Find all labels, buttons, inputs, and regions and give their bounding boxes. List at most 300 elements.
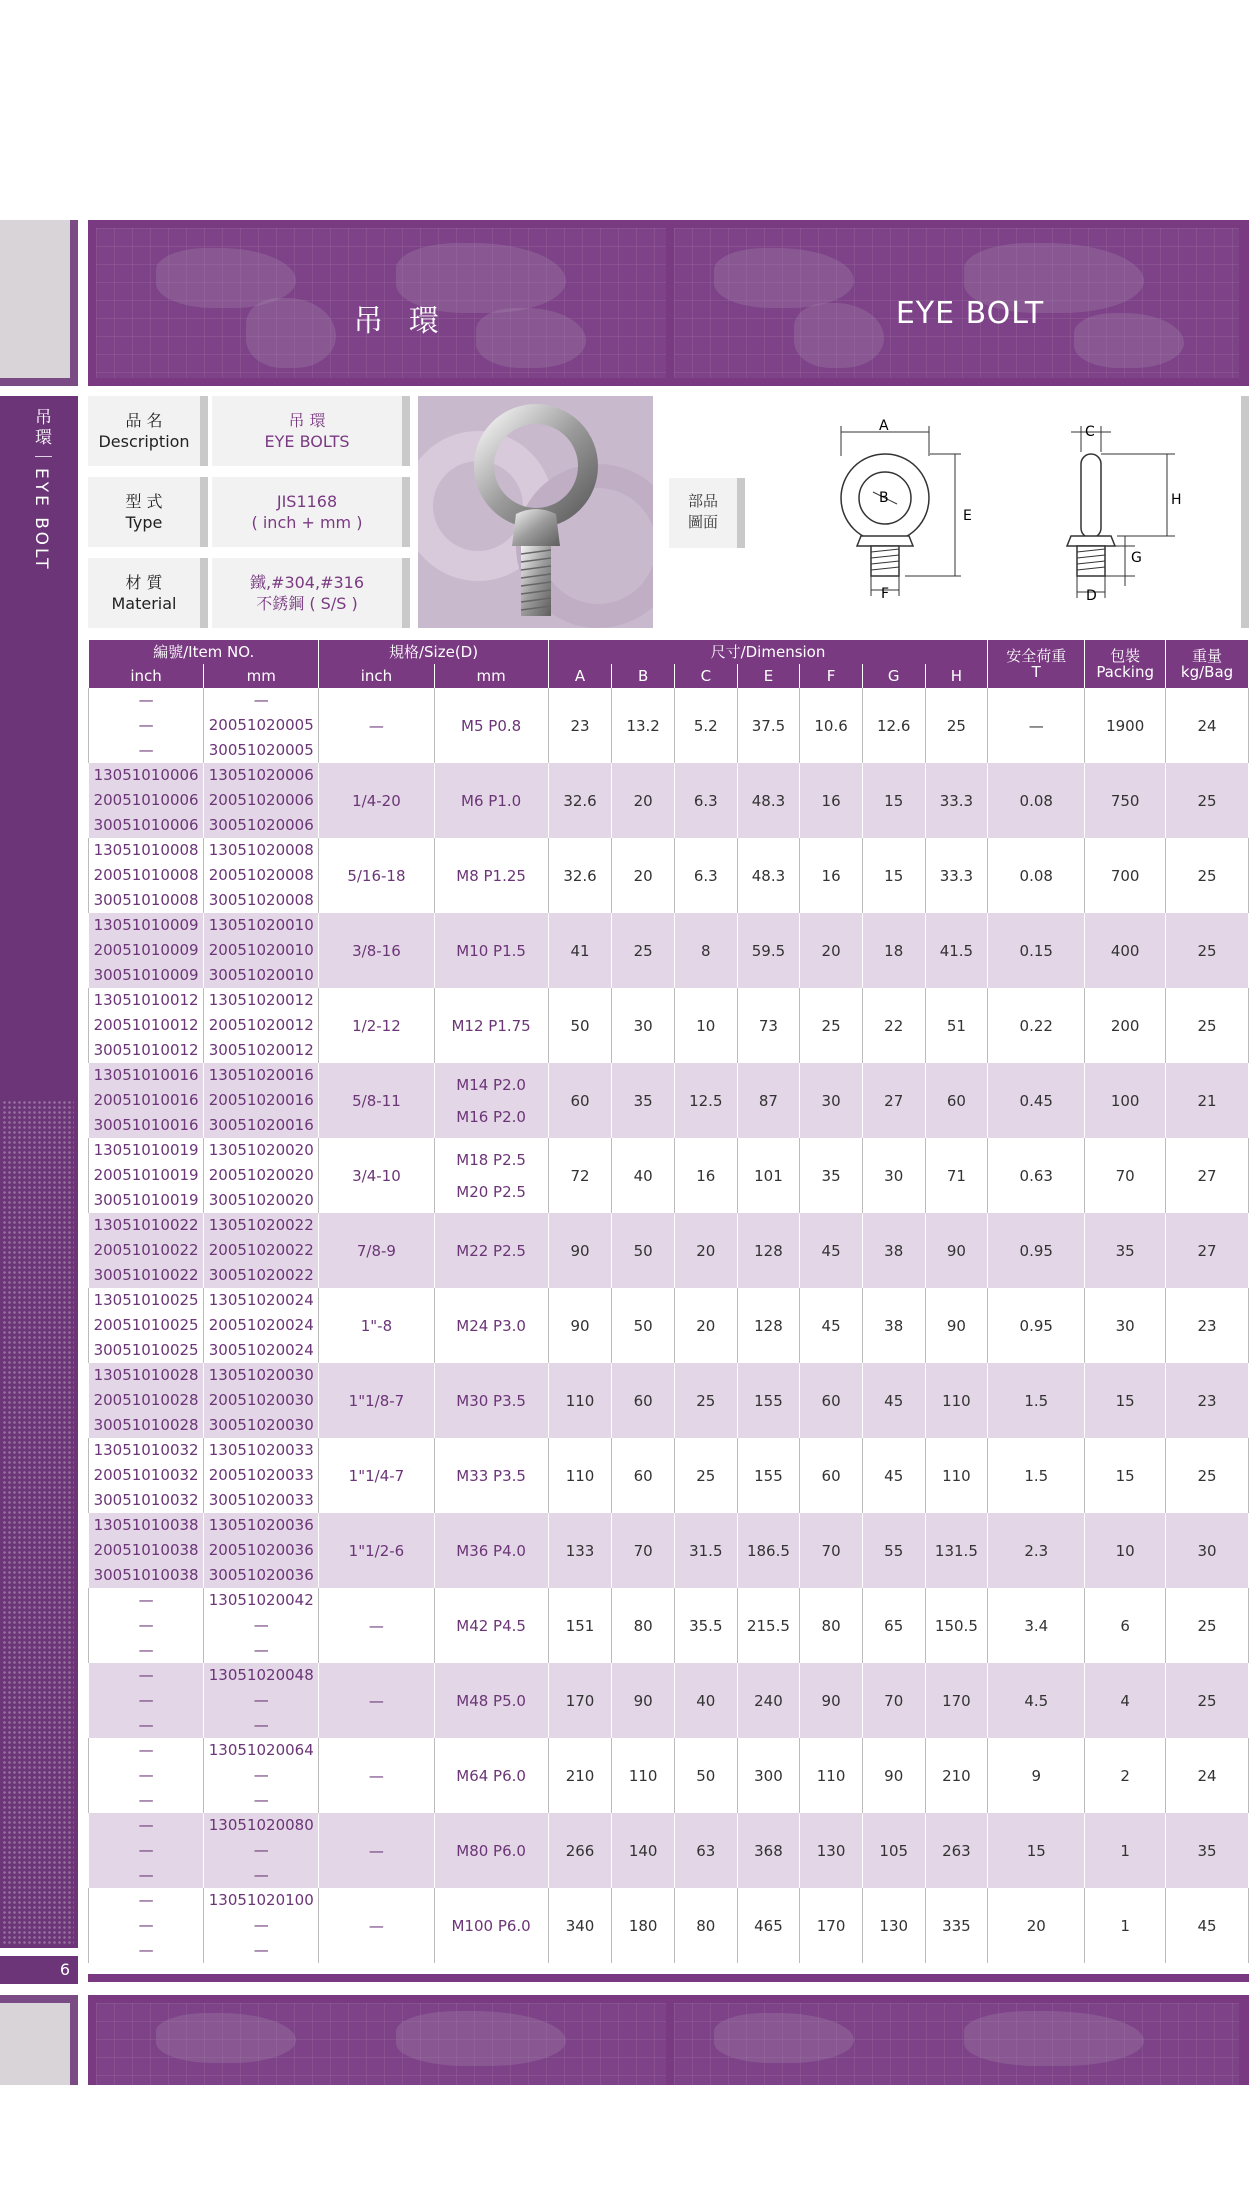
cell-g: 70 [862, 1663, 925, 1738]
cell-g: 105 [862, 1813, 925, 1888]
cell-size-inch: 7/8-9 [319, 1213, 434, 1288]
item-code: 20051010038 [93, 1541, 199, 1559]
cell-packing: 1 [1085, 1888, 1166, 1963]
cell-packing: 1 [1085, 1813, 1166, 1888]
cell-size-inch: 1/2-12 [319, 988, 434, 1063]
cell-item-mm [204, 1513, 319, 1588]
cell-h: 71 [925, 1138, 988, 1213]
cell-item-mm [204, 838, 319, 913]
cell-f: 70 [800, 1513, 863, 1588]
item-code: 20051020012 [208, 1016, 314, 1034]
item-code: 30051020016 [208, 1116, 314, 1134]
cell-e: 155 [737, 1363, 800, 1438]
item-code: — [138, 1766, 154, 1784]
item-code: — [138, 1816, 154, 1834]
size-mm-value: M14 P2.0 [456, 1075, 526, 1094]
cell-size-mm [434, 988, 548, 1063]
cell-f: 16 [800, 763, 863, 838]
cell-h: 25 [925, 688, 988, 763]
item-code: 20051020008 [208, 866, 314, 884]
item-code: 30051020012 [208, 1041, 314, 1059]
subheader-size-inch: inch [319, 664, 434, 688]
header-safe-load [988, 640, 1085, 688]
sidebar-top-panel [0, 220, 70, 378]
cell-e: 37.5 [737, 688, 800, 763]
cell-packing: 1900 [1085, 688, 1166, 763]
dim-label-g: G [1131, 550, 1142, 566]
eye-bolt-diagram-icon [755, 396, 1241, 628]
table-row [89, 1738, 1249, 1813]
material-value-grades: 鐵,#304,#316 [249, 573, 365, 592]
size-mm-value: M48 P5.0 [456, 1691, 526, 1710]
description-label [88, 396, 208, 466]
cell-b: 20 [612, 838, 675, 913]
cell-packing: 30 [1085, 1288, 1166, 1363]
item-code: 30051010009 [93, 966, 199, 984]
item-code: 30051020010 [208, 966, 314, 984]
cell-e: 73 [737, 988, 800, 1063]
item-code: 13051010038 [93, 1516, 199, 1534]
cell-size-mm [434, 1288, 548, 1363]
dim-label-f: F [881, 586, 890, 602]
subheader-a: A [548, 664, 612, 688]
cell-f: 35 [800, 1138, 863, 1213]
cell-a: 50 [548, 988, 612, 1063]
cell-a: 110 [548, 1363, 612, 1438]
table-row [89, 1438, 1249, 1513]
header-packing-cn: 包裝 [1110, 647, 1141, 665]
item-code: — [138, 1866, 154, 1884]
cell-item-mm [204, 913, 319, 988]
size-mm-value: M42 P4.5 [456, 1616, 526, 1635]
item-code: 13051010008 [93, 841, 199, 859]
cell-b: 20 [612, 763, 675, 838]
cell-item-mm [204, 1588, 319, 1663]
header-packing-en: Packing [1096, 663, 1155, 681]
cell-item-inch [89, 1738, 204, 1813]
subheader-f: F [800, 664, 863, 688]
item-code: 30051010025 [93, 1341, 199, 1359]
cell-g: 55 [862, 1513, 925, 1588]
cell-h: 150.5 [925, 1588, 988, 1663]
item-code: — [253, 1616, 269, 1634]
cell-e: 101 [737, 1138, 800, 1213]
cell-size-inch: 3/8-16 [319, 913, 434, 988]
cell-size-inch: 3/4-10 [319, 1138, 434, 1213]
cell-e: 368 [737, 1813, 800, 1888]
cell-size-mm [434, 1438, 548, 1513]
item-code: 20051010006 [93, 791, 199, 809]
cell-size-inch: — [319, 688, 434, 763]
description-label-en: Description [98, 432, 190, 451]
cell-size-mm [434, 1513, 548, 1588]
item-code: — [253, 1841, 269, 1859]
table-row [89, 1888, 1249, 1963]
cell-size-inch: 1"1/8-7 [319, 1363, 434, 1438]
item-code: — [138, 1741, 154, 1759]
description-value [212, 396, 410, 466]
cell-c: 80 [674, 1888, 737, 1963]
cell-c: 35.5 [674, 1588, 737, 1663]
item-code: 20051010019 [93, 1166, 199, 1184]
cell-e: 128 [737, 1288, 800, 1363]
drawing-label [669, 478, 745, 548]
cell-packing: 100 [1085, 1063, 1166, 1138]
item-code: 13051020024 [208, 1291, 314, 1309]
item-code: 13051010016 [93, 1066, 199, 1084]
cell-weight: 27 [1166, 1138, 1249, 1213]
type-label-cn: 型 式 [125, 492, 163, 511]
cell-item-mm [204, 988, 319, 1063]
cell-e: 300 [737, 1738, 800, 1813]
subheader-mm: mm [204, 664, 319, 688]
cell-c: 63 [674, 1813, 737, 1888]
table-row [89, 988, 1249, 1063]
item-code: — [138, 1716, 154, 1734]
cell-size-mm [434, 913, 548, 988]
cell-item-mm [204, 1363, 319, 1438]
cell-b: 25 [612, 913, 675, 988]
spec-table-body [89, 688, 1249, 1963]
cell-a: 23 [548, 688, 612, 763]
size-mm-value: M18 P2.5 [456, 1150, 526, 1169]
size-mm-value: M33 P3.5 [456, 1466, 526, 1485]
cell-g: 15 [862, 838, 925, 913]
cell-weight: 25 [1166, 1588, 1249, 1663]
item-code: 13051020042 [208, 1591, 314, 1609]
cell-size-inch: 1"1/2-6 [319, 1513, 434, 1588]
cell-g: 12.6 [862, 688, 925, 763]
item-code: — [253, 1916, 269, 1934]
header-size: 規格/Size(D) [319, 640, 548, 664]
cell-load: 0.95 [988, 1213, 1085, 1288]
cell-c: 50 [674, 1738, 737, 1813]
cell-size-inch: 5/16-18 [319, 838, 434, 913]
cell-a: 170 [548, 1663, 612, 1738]
item-code: 13051020006 [208, 766, 314, 784]
item-code: 20051020030 [208, 1391, 314, 1409]
cell-h: 33.3 [925, 838, 988, 913]
cell-f: 60 [800, 1438, 863, 1513]
item-code: — [253, 691, 269, 709]
dim-label-a: A [879, 418, 889, 434]
item-code: 20051020022 [208, 1241, 314, 1259]
cell-weight: 23 [1166, 1363, 1249, 1438]
item-code: 30051010006 [93, 816, 199, 834]
cell-item-inch [89, 1063, 204, 1138]
cell-c: 20 [674, 1213, 737, 1288]
item-code: — [138, 1891, 154, 1909]
cell-item-mm [204, 1813, 319, 1888]
item-code: 13051010009 [93, 916, 199, 934]
cell-c: 6.3 [674, 763, 737, 838]
cell-packing: 6 [1085, 1588, 1166, 1663]
cell-b: 30 [612, 988, 675, 1063]
item-code: 30051010032 [93, 1491, 199, 1509]
cell-weight: 24 [1166, 688, 1249, 763]
cell-item-mm [204, 1138, 319, 1213]
cell-e: 215.5 [737, 1588, 800, 1663]
cell-size-inch: — [319, 1888, 434, 1963]
item-code: 20051010025 [93, 1316, 199, 1334]
spec-table-container [88, 640, 1249, 1963]
cell-b: 60 [612, 1363, 675, 1438]
size-mm-value: M5 P0.8 [461, 716, 522, 735]
cell-g: 22 [862, 988, 925, 1063]
table-row [89, 913, 1249, 988]
cell-b: 140 [612, 1813, 675, 1888]
cell-b: 70 [612, 1513, 675, 1588]
footer-map-left [96, 2003, 666, 2085]
item-code: 20051020005 [208, 716, 314, 734]
item-code: 20051020024 [208, 1316, 314, 1334]
item-code: — [253, 1766, 269, 1784]
item-code: 20051010012 [93, 1016, 199, 1034]
size-mm-value: M30 P3.5 [456, 1391, 526, 1410]
item-code: 13051020022 [208, 1216, 314, 1234]
item-code: — [253, 1691, 269, 1709]
item-code: 30051020008 [208, 891, 314, 909]
cell-item-mm [204, 688, 319, 763]
size-mm-value: M100 P6.0 [451, 1916, 531, 1935]
item-code: 13051020008 [208, 841, 314, 859]
cell-c: 6.3 [674, 838, 737, 913]
item-code: 20051010022 [93, 1241, 199, 1259]
size-mm-value: M64 P6.0 [456, 1766, 526, 1785]
subheader-b: B [612, 664, 675, 688]
item-code: 20051020033 [208, 1466, 314, 1484]
item-code: 30051010008 [93, 891, 199, 909]
cell-e: 240 [737, 1663, 800, 1738]
cell-size-mm [434, 1588, 548, 1663]
cell-weight: 45 [1166, 1888, 1249, 1963]
cell-size-mm [434, 688, 548, 763]
cell-c: 40 [674, 1663, 737, 1738]
size-mm-value: M80 P6.0 [456, 1841, 526, 1860]
cell-weight: 24 [1166, 1738, 1249, 1813]
item-code: — [138, 1641, 154, 1659]
cell-g: 65 [862, 1588, 925, 1663]
cell-g: 90 [862, 1738, 925, 1813]
cell-g: 30 [862, 1138, 925, 1213]
eye-bolt-photo-icon [418, 396, 653, 628]
size-mm-value: M10 P1.5 [456, 941, 526, 960]
cell-packing: 70 [1085, 1138, 1166, 1213]
cell-e: 48.3 [737, 838, 800, 913]
item-code: 30051020024 [208, 1341, 314, 1359]
type-value-units: ( inch + mm ) [251, 513, 363, 532]
cell-f: 16 [800, 838, 863, 913]
table-row [89, 1138, 1249, 1213]
cell-h: 90 [925, 1213, 988, 1288]
cell-load: 0.63 [988, 1138, 1085, 1213]
item-code: 13051020012 [208, 991, 314, 1009]
table-bottom-rule [88, 1974, 1249, 1982]
cell-item-inch [89, 1663, 204, 1738]
table-row [89, 1288, 1249, 1363]
page-number: 6 [0, 1956, 78, 1984]
cell-size-inch: — [319, 1588, 434, 1663]
cell-size-mm [434, 1663, 548, 1738]
size-mm-value: M8 P1.25 [456, 866, 526, 885]
page-title-chinese: 吊 環 [353, 304, 447, 339]
item-code: 20051020016 [208, 1091, 314, 1109]
item-code: 13051010022 [93, 1216, 199, 1234]
sidebar-bottom-panel [0, 2003, 70, 2085]
cell-b: 35 [612, 1063, 675, 1138]
table-row [89, 1063, 1249, 1138]
description-value-en: EYE BOLTS [264, 432, 350, 451]
cell-size-mm [434, 1063, 548, 1138]
size-mm-value-2: M16 P2.0 [456, 1107, 526, 1126]
cell-a: 110 [548, 1438, 612, 1513]
subheader-g: G [862, 664, 925, 688]
cell-h: 170 [925, 1663, 988, 1738]
cell-b: 90 [612, 1663, 675, 1738]
cell-load: 0.08 [988, 763, 1085, 838]
cell-e: 48.3 [737, 763, 800, 838]
cell-e: 87 [737, 1063, 800, 1138]
cell-size-inch: — [319, 1738, 434, 1813]
table-row [89, 1663, 1249, 1738]
item-code: 20051020006 [208, 791, 314, 809]
cell-item-mm [204, 1663, 319, 1738]
item-code: 20051010016 [93, 1091, 199, 1109]
cell-item-mm [204, 763, 319, 838]
cell-size-inch: — [319, 1813, 434, 1888]
material-value [212, 558, 410, 628]
item-code: — [138, 1666, 154, 1684]
cell-packing: 15 [1085, 1363, 1166, 1438]
cell-g: 18 [862, 913, 925, 988]
item-code: 20051020010 [208, 941, 314, 959]
item-code: 30051020022 [208, 1266, 314, 1284]
item-code: — [138, 1591, 154, 1609]
item-code: 13051010006 [93, 766, 199, 784]
cell-f: 80 [800, 1588, 863, 1663]
header-safe-load-cn: 安全荷重 [1006, 647, 1067, 665]
cell-a: 60 [548, 1063, 612, 1138]
type-value [212, 477, 410, 547]
sidebar-dot-pattern [2, 1100, 74, 1945]
cell-size-mm [434, 1738, 548, 1813]
cell-c: 25 [674, 1438, 737, 1513]
cell-g: 15 [862, 763, 925, 838]
cell-e: 186.5 [737, 1513, 800, 1588]
size-mm-value-2: M20 P2.5 [456, 1182, 526, 1201]
cell-size-inch: — [319, 1663, 434, 1738]
cell-load: 9 [988, 1738, 1085, 1813]
cell-size-inch: 1"1/4-7 [319, 1438, 434, 1513]
item-code: 13051010012 [93, 991, 199, 1009]
cell-b: 13.2 [612, 688, 675, 763]
cell-size-mm [434, 1888, 548, 1963]
cell-item-mm [204, 1738, 319, 1813]
cell-weight: 25 [1166, 838, 1249, 913]
item-code: — [138, 716, 154, 734]
material-label [88, 558, 208, 628]
cell-c: 16 [674, 1138, 737, 1213]
cell-load: — [988, 688, 1085, 763]
cell-f: 170 [800, 1888, 863, 1963]
item-code: 20051010032 [93, 1466, 199, 1484]
cell-a: 90 [548, 1288, 612, 1363]
item-code: 20051020036 [208, 1541, 314, 1559]
cell-load: 2.3 [988, 1513, 1085, 1588]
cell-c: 25 [674, 1363, 737, 1438]
cell-size-mm [434, 838, 548, 913]
cell-weight: 21 [1166, 1063, 1249, 1138]
item-code: 13051020064 [208, 1741, 314, 1759]
table-row [89, 688, 1249, 763]
subheader-e: E [737, 664, 800, 688]
table-row [89, 763, 1249, 838]
cell-item-mm [204, 1438, 319, 1513]
cell-h: 41.5 [925, 913, 988, 988]
item-code: 13051010025 [93, 1291, 199, 1309]
cell-size-inch: 5/8-11 [319, 1063, 434, 1138]
item-code: 13051020016 [208, 1066, 314, 1084]
page-title-english: EYE BOLT [895, 296, 1045, 331]
cell-item-inch [89, 1813, 204, 1888]
cell-f: 45 [800, 1213, 863, 1288]
item-code: 13051020080 [208, 1816, 314, 1834]
dim-label-b: B [879, 490, 889, 506]
subheader-h: H [925, 664, 988, 688]
cell-b: 60 [612, 1438, 675, 1513]
dim-label-c: C [1085, 424, 1095, 440]
material-value-ss: 不銹鋼 ( S/S ) [256, 594, 358, 613]
cell-load: 0.22 [988, 988, 1085, 1063]
cell-b: 40 [612, 1138, 675, 1213]
item-code: — [138, 691, 154, 709]
cell-a: 151 [548, 1588, 612, 1663]
table-row [89, 1813, 1249, 1888]
cell-c: 8 [674, 913, 737, 988]
item-code: 30051010038 [93, 1566, 199, 1584]
cell-a: 90 [548, 1213, 612, 1288]
cell-c: 10 [674, 988, 737, 1063]
spec-table [88, 640, 1249, 1963]
cell-c: 20 [674, 1288, 737, 1363]
cell-b: 50 [612, 1213, 675, 1288]
cell-item-mm [204, 1213, 319, 1288]
cell-packing: 700 [1085, 838, 1166, 913]
cell-item-mm [204, 1888, 319, 1963]
cell-c: 5.2 [674, 688, 737, 763]
material-label-cn: 材 質 [125, 573, 163, 592]
technical-drawing [755, 396, 1249, 628]
cell-weight: 25 [1166, 1663, 1249, 1738]
item-code: 20051010008 [93, 866, 199, 884]
item-code: 30051010022 [93, 1266, 199, 1284]
item-code: 30051020005 [208, 741, 314, 759]
cell-h: 210 [925, 1738, 988, 1813]
cell-a: 210 [548, 1738, 612, 1813]
cell-size-mm [434, 1138, 548, 1213]
item-code: — [138, 1691, 154, 1709]
item-code: 20051010028 [93, 1391, 199, 1409]
cell-weight: 23 [1166, 1288, 1249, 1363]
cell-a: 32.6 [548, 838, 612, 913]
cell-h: 60 [925, 1063, 988, 1138]
cell-packing: 15 [1085, 1438, 1166, 1513]
cell-a: 41 [548, 913, 612, 988]
item-code: 30051020036 [208, 1566, 314, 1584]
cell-g: 38 [862, 1213, 925, 1288]
cell-a: 72 [548, 1138, 612, 1213]
item-code: — [138, 1841, 154, 1859]
